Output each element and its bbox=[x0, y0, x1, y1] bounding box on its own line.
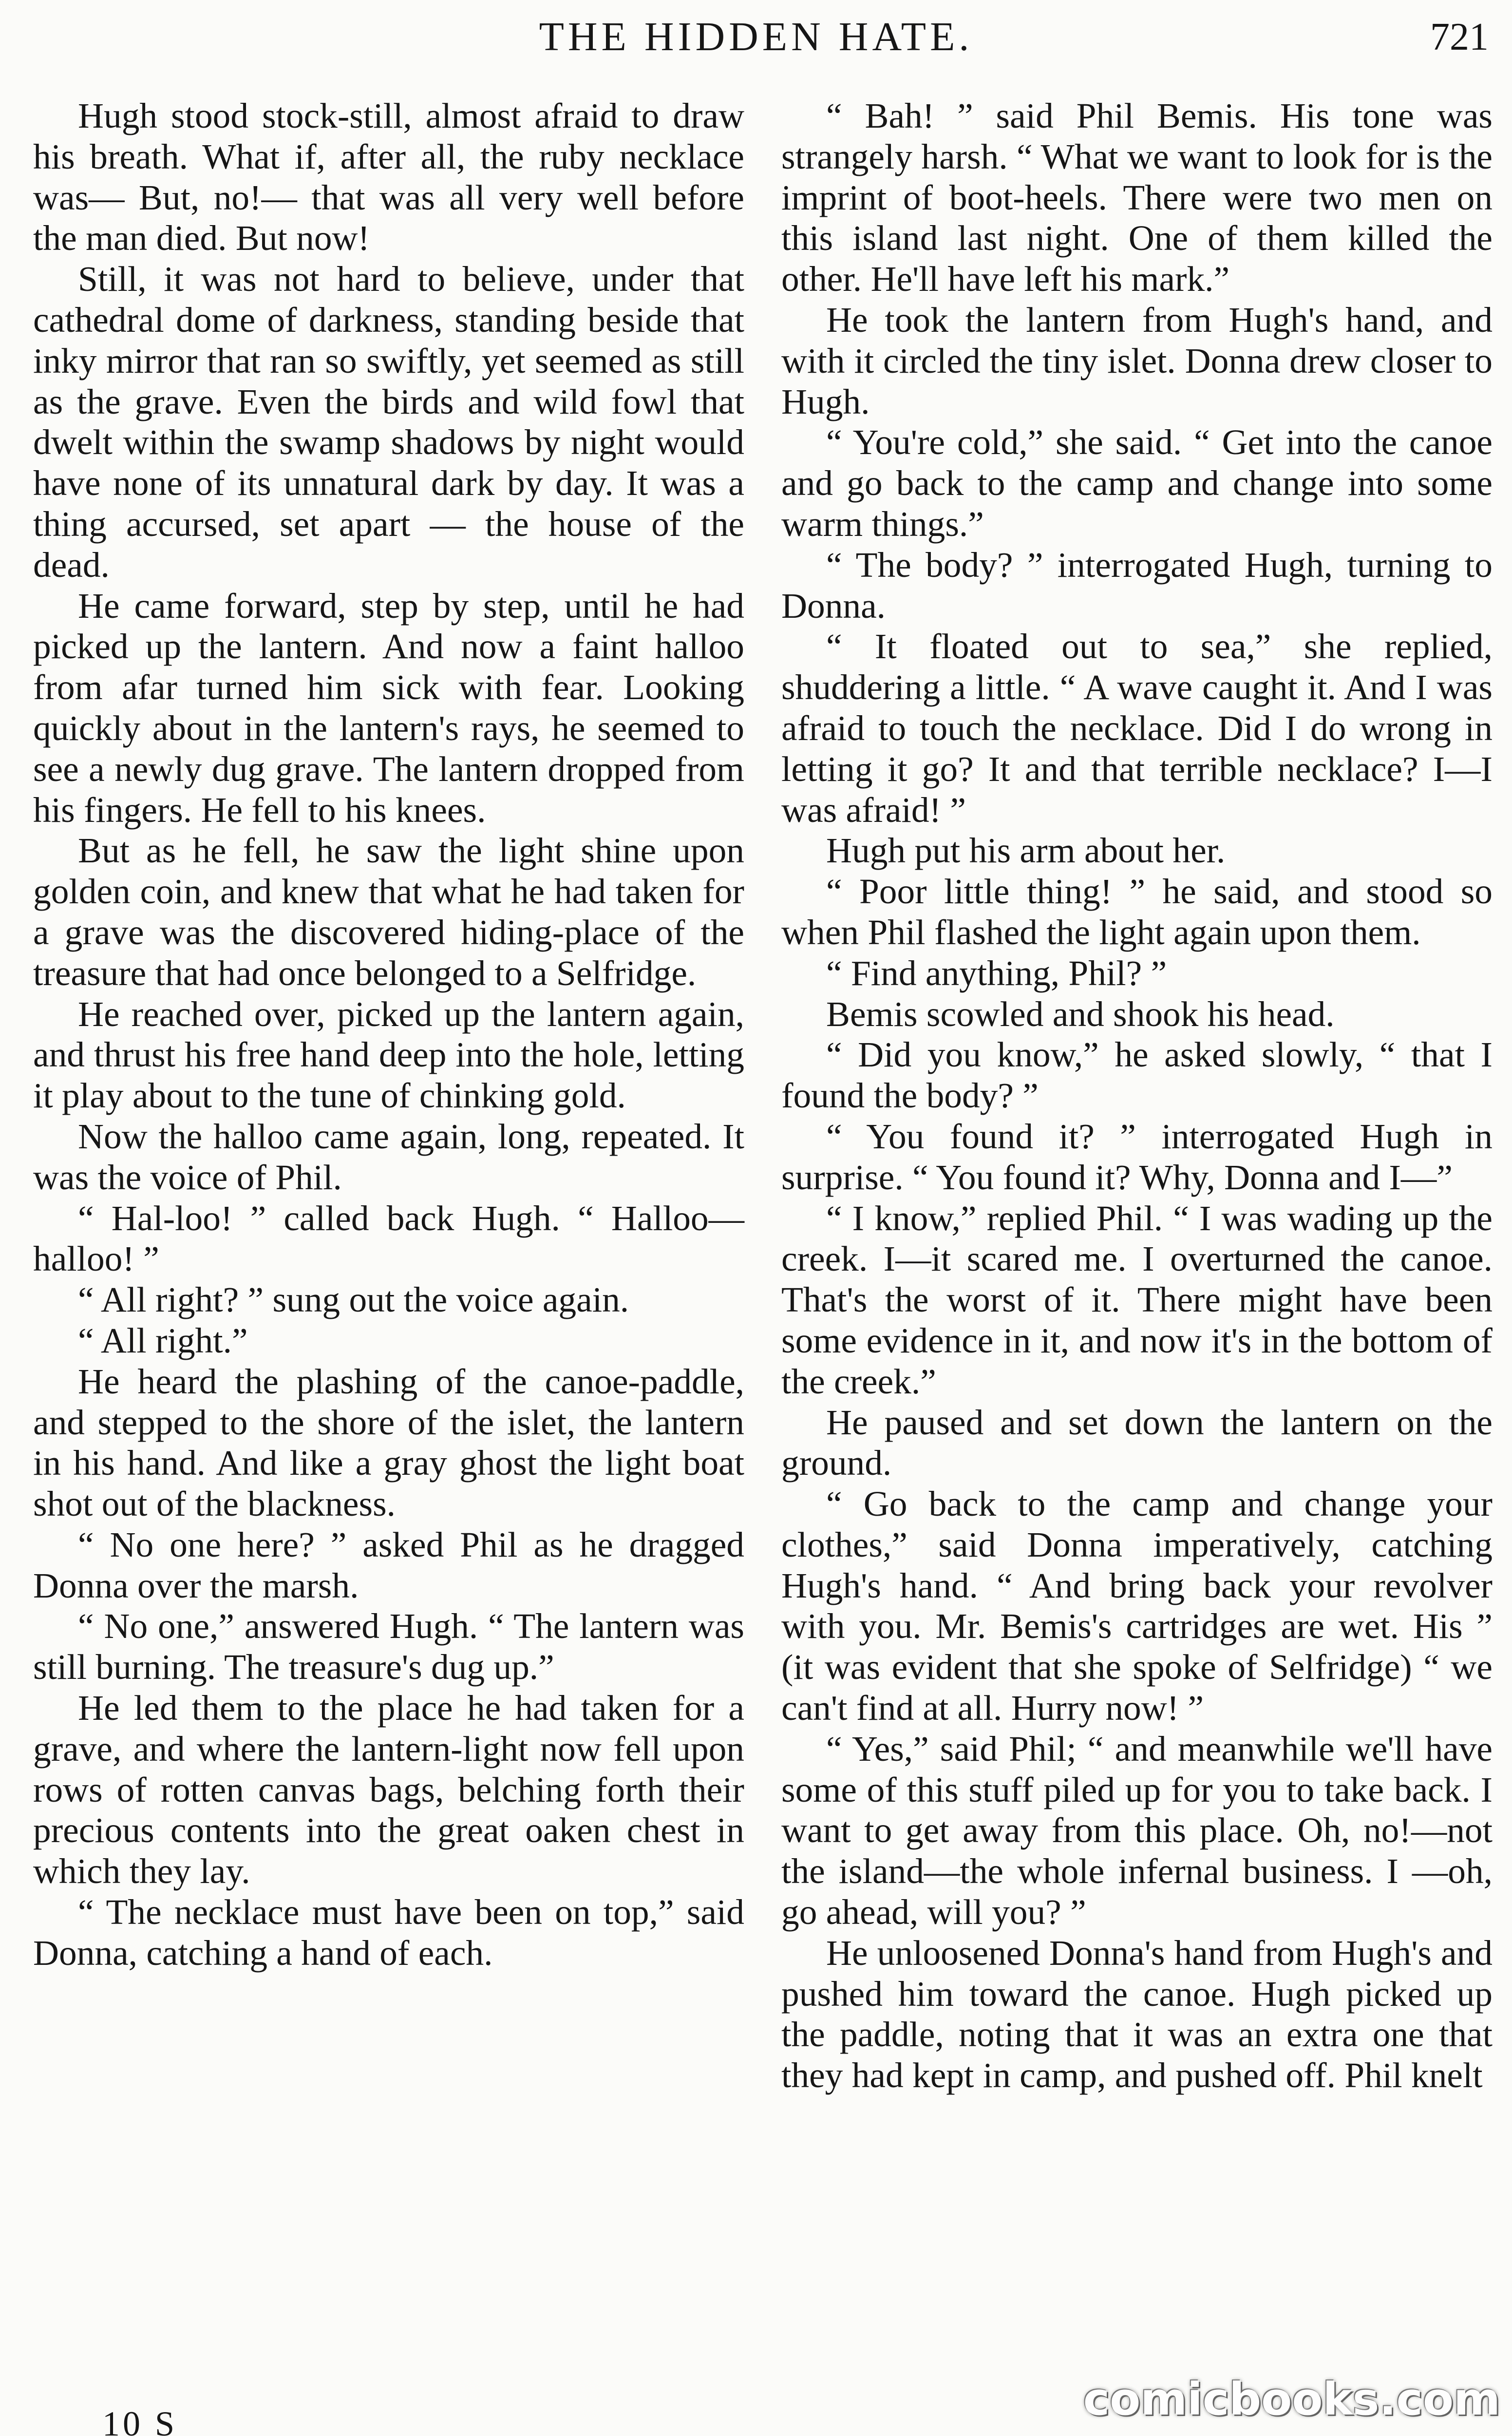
paragraph: “ Did you know,” he asked slowly, “ that I found the body? ” bbox=[781, 1035, 1493, 1116]
left-column bbox=[33, 95, 744, 1974]
paragraph: Hugh put his arm about her. bbox=[826, 831, 1226, 871]
paragraph: “ Find anything, Phil? ” bbox=[826, 953, 1167, 993]
paragraph: He reached over, picked up the lantern again, and thrust his free hand deep into the hole, letting it play about to the tune of chinking gold. bbox=[33, 994, 744, 1116]
paragraph: He heard the plashing of the canoe-paddle, and stepped to the shore of the islet, the lantern in his hand. And like a gray ghost the light boat shot out of the blackness. bbox=[33, 1361, 744, 1524]
paragraph: “ No one,” answered Hugh. “ The lantern was still burning. The treasure's dug up.” bbox=[33, 1606, 744, 1687]
paragraph: Bemis scowled and shook his head. bbox=[826, 994, 1335, 1034]
paragraph: “ I know,” replied Phil. “ I was wading up the creek. I—it scared me. I overturned the canoe. That's the worst of it. There might have been some evidence in it, and now it's in the bottom of the creek.” bbox=[781, 1198, 1493, 1401]
page-title: THE HIDDEN HATE. bbox=[539, 14, 973, 59]
paragraph: “ Bah! ” said Phil Bemis. His tone was strangely harsh. “ What we want to look for is the imprint of boot-heels. There were two men on this island last night. One of them killed the other. He'll have left his mark.” bbox=[781, 96, 1493, 299]
paragraph: Still, it was not hard to believe, under that cathedral dome of darkness, standing beside that inky mirror that ran so swiftly, yet seemed as still as the grave. Even the birds and wild fowl that dwelt within the swamp shadows by night would have none of its unnatural dark by day. It was a thing accursed, set apart — the house of the dead. bbox=[33, 259, 744, 585]
paragraph: He took the lantern from Hugh's hand, and with it circled the tiny islet. Donna drew closer to Hugh. bbox=[781, 300, 1493, 421]
paragraph: “ You found it? ” interrogated Hugh in surprise. “ You found it? Why, Donna and I—” bbox=[781, 1116, 1493, 1197]
paragraph: “ Poor little thing! ” he said, and stood so when Phil flashed the light again upon them. bbox=[781, 872, 1493, 952]
right-column bbox=[781, 95, 1493, 2096]
paragraph: “ Hal-loo! ” called back Hugh. “ Halloo—halloo! ” bbox=[33, 1198, 744, 1279]
paragraph: “ All right.” bbox=[78, 1320, 248, 1360]
paragraph: He unloosened Donna's hand from Hugh's and pushed him toward the canoe. Hugh picked up the paddle, noting that it was an extra one that they had kept in camp, and pushed off. Phil knelt bbox=[781, 1933, 1493, 2095]
page-number: 721 bbox=[1430, 16, 1489, 58]
watermark: comicbooks.com bbox=[1083, 2373, 1500, 2425]
paragraph: “ Yes,” said Phil; “ and meanwhile we'll have some of this stuff piled up for you to take back. I want to get away from this place. Oh, no!—not the island—the whole infernal business. I —oh, go ahead, will you? ” bbox=[781, 1729, 1493, 1932]
paragraph: “ The body? ” interrogated Hugh, turning to Donna. bbox=[781, 545, 1493, 626]
paragraph: He came forward, step by step, until he had picked up the lantern. And now a faint halloo from afar turned him sick with fear. Looking quickly about in the lantern's rays, he seemed to see a newly dug grave. The lantern dropped from his fingers. He fell to his knees. bbox=[33, 586, 744, 830]
paragraph: “ All right? ” sung out the voice again. bbox=[78, 1280, 629, 1320]
paragraph: “ It floated out to sea,” she replied, shuddering a little. “ A wave caught it. And I was afraid to touch the necklace. Did I do wrong in letting it go? It and that terrible necklace? I—I was afraid! ” bbox=[781, 627, 1493, 830]
paragraph: “ You're cold,” she said. “ Get into the canoe and go back to the camp and change into some warm things.” bbox=[781, 422, 1493, 544]
paragraph: He led them to the place he had taken for a grave, and where the lantern-light now fell upon rows of rotten canvas bags, belching forth their precious contents into the great oaken chest in which they lay. bbox=[33, 1688, 744, 1891]
paragraph: Now the halloo came again, long, repeated. It was the voice of Phil. bbox=[33, 1116, 744, 1197]
paragraph: He paused and set down the lantern on the ground. bbox=[781, 1402, 1493, 1483]
paragraph: Hugh stood stock-still, almost afraid to draw his breath. What if, after all, the ruby necklace was— But, no!— that was all very well before the man died. But now! bbox=[33, 96, 744, 258]
paragraph: “ The necklace must have been on top,” said Donna, catching a hand of each. bbox=[33, 1892, 744, 1973]
paragraph: But as he fell, he saw the light shine upon golden coin, and knew that what he had taken for a grave was the discovered hiding-place of the treasure that had once belonged to a Selfridge. bbox=[33, 831, 744, 993]
paragraph: “ Go back to the camp and change your clothes,” said Donna imperatively, catching Hugh's hand. “ And bring back your revolver with you. Mr. Bemis's cartridges are wet. His ” (it was evident that she spoke of Selfridge) “ we can't find at all. Hurry now! ” bbox=[781, 1484, 1493, 1728]
signature-mark: 10 S bbox=[102, 2404, 178, 2436]
running-head bbox=[0, 3, 1512, 71]
paragraph: “ No one here? ” asked Phil as he dragged Donna over the marsh. bbox=[33, 1524, 744, 1605]
